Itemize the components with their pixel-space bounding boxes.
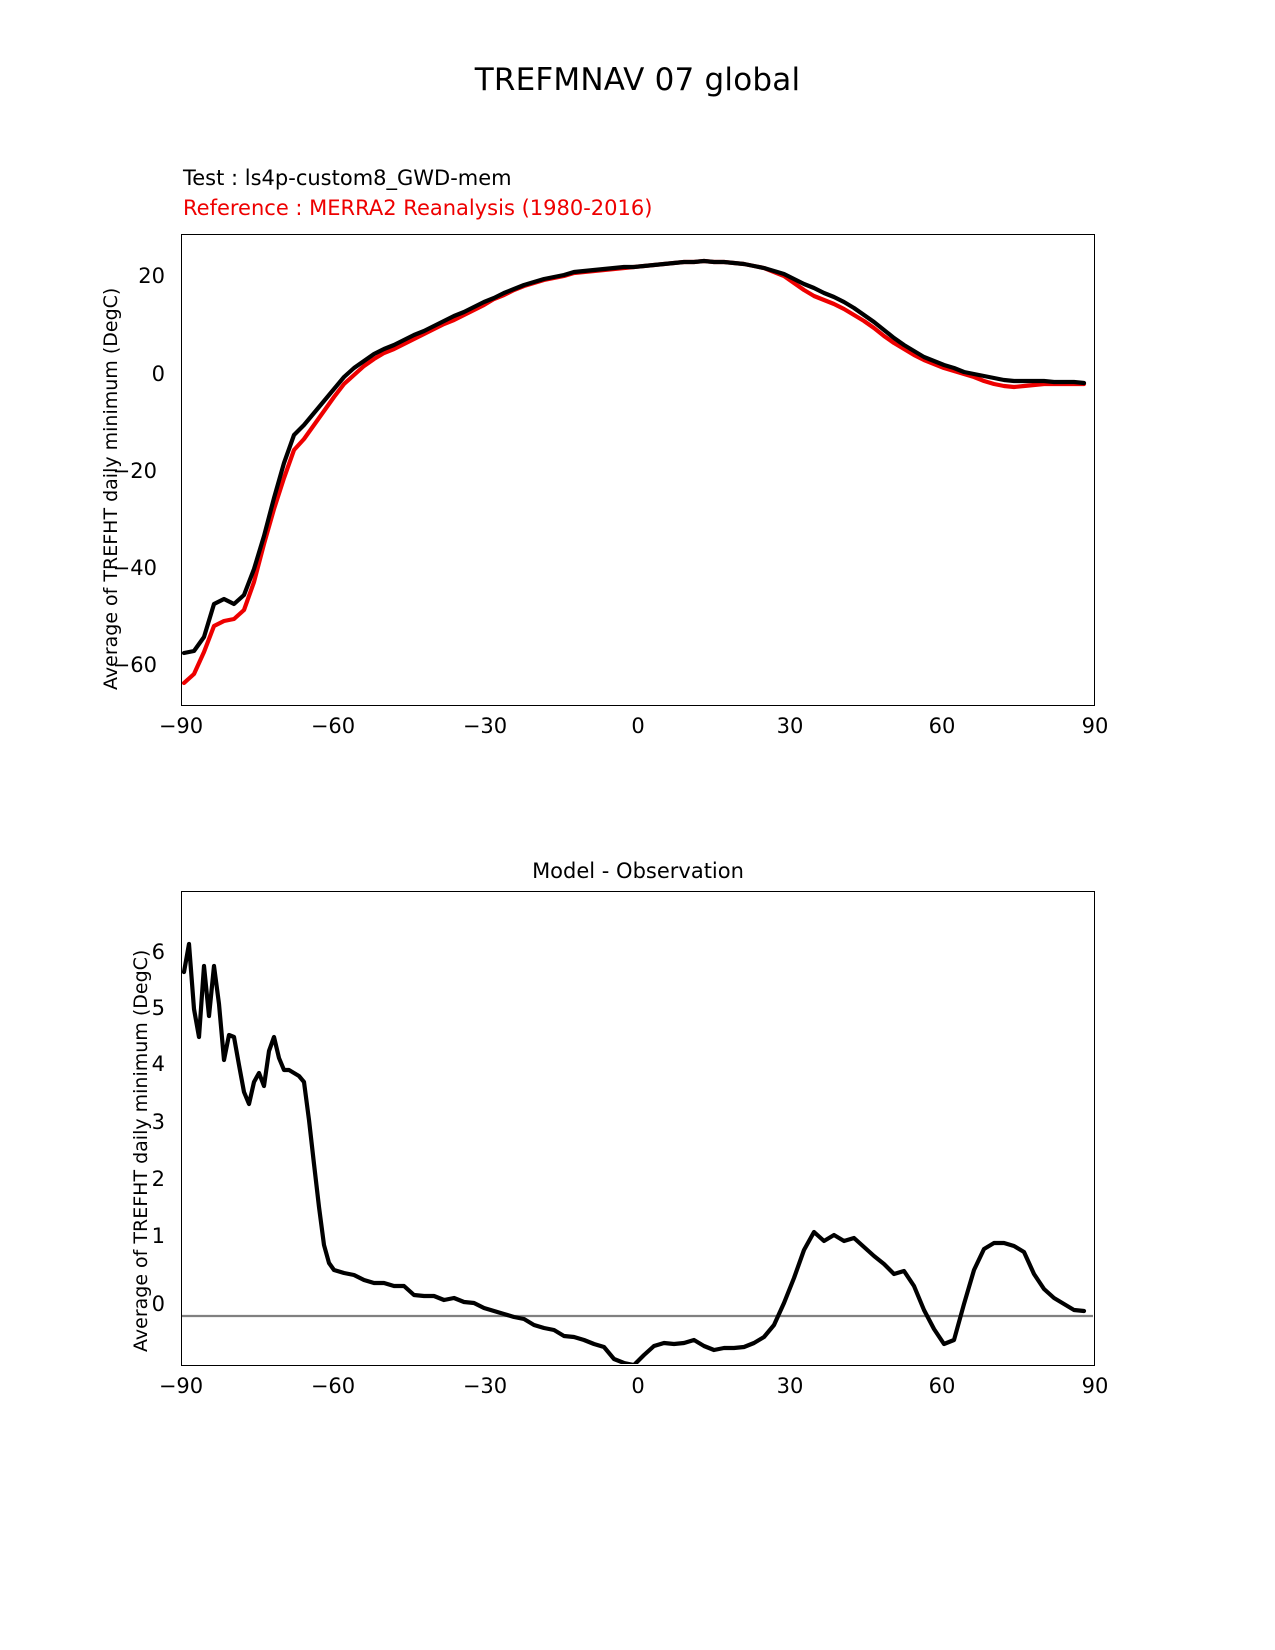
panel1-y-axis-label: Average of TREFHT daily minimum (DegC) [100,287,122,690]
figure-title: TREFMNAV 07 global [474,62,801,98]
panel2-y-axis-label: Average of TREFHT daily minimum (DegC) [130,949,152,1352]
panel2-plot-area [181,891,1095,1366]
panel1-ytick-20: 20 [138,264,165,288]
series-test-line [184,261,1084,653]
panel1-ytick-neg20: −20 [112,459,157,483]
panel2-xtick--90: −90 [158,1374,204,1398]
panel1-xtick--90: −90 [158,714,204,738]
panel2-ytick-6: 6 [151,940,165,964]
panel2-xtick-90: 90 [1081,1374,1109,1398]
panel1-ytick-neg60: −60 [112,653,157,677]
panel1-plot-area [181,234,1095,706]
panel2-ytick-5: 5 [151,996,165,1020]
panel2-xtick-0: 0 [631,1374,645,1398]
panel2-xtick--30: −30 [462,1374,508,1398]
panel1-xtick-30: 30 [776,714,804,738]
panel2-xtick-60: 60 [928,1374,956,1398]
panel1-xtick-90: 90 [1081,714,1109,738]
panel1-xtick-0: 0 [631,714,645,738]
panel2-svg [182,892,1093,1364]
panel2-xtick--60: −60 [310,1374,356,1398]
legend-test-label: Test : ls4p-custom8_GWD-mem [183,166,512,190]
series-reference-line [184,261,1084,683]
panel2-ytick-4: 4 [151,1052,165,1076]
panel2-ytick-1: 1 [151,1224,165,1248]
panel1-ytick-0: 0 [151,362,165,386]
series-difference-line [184,944,1084,1364]
legend-reference-label: Reference : MERRA2 Reanalysis (1980-2016) [183,196,653,220]
panel1-legend [183,163,883,223]
panel2-xtick-30: 30 [776,1374,804,1398]
panel2-ytick-0: 0 [151,1292,165,1316]
panel1-xtick--30: −30 [462,714,508,738]
panel2-title: Model - Observation [532,859,744,883]
panel1-svg [182,235,1093,704]
panel2-ytick-3: 3 [151,1110,165,1134]
panel1-ytick-neg40: −40 [112,556,157,580]
panel1-xtick-60: 60 [928,714,956,738]
panel2-ytick-2: 2 [151,1167,165,1191]
panel1-xtick--60: −60 [310,714,356,738]
